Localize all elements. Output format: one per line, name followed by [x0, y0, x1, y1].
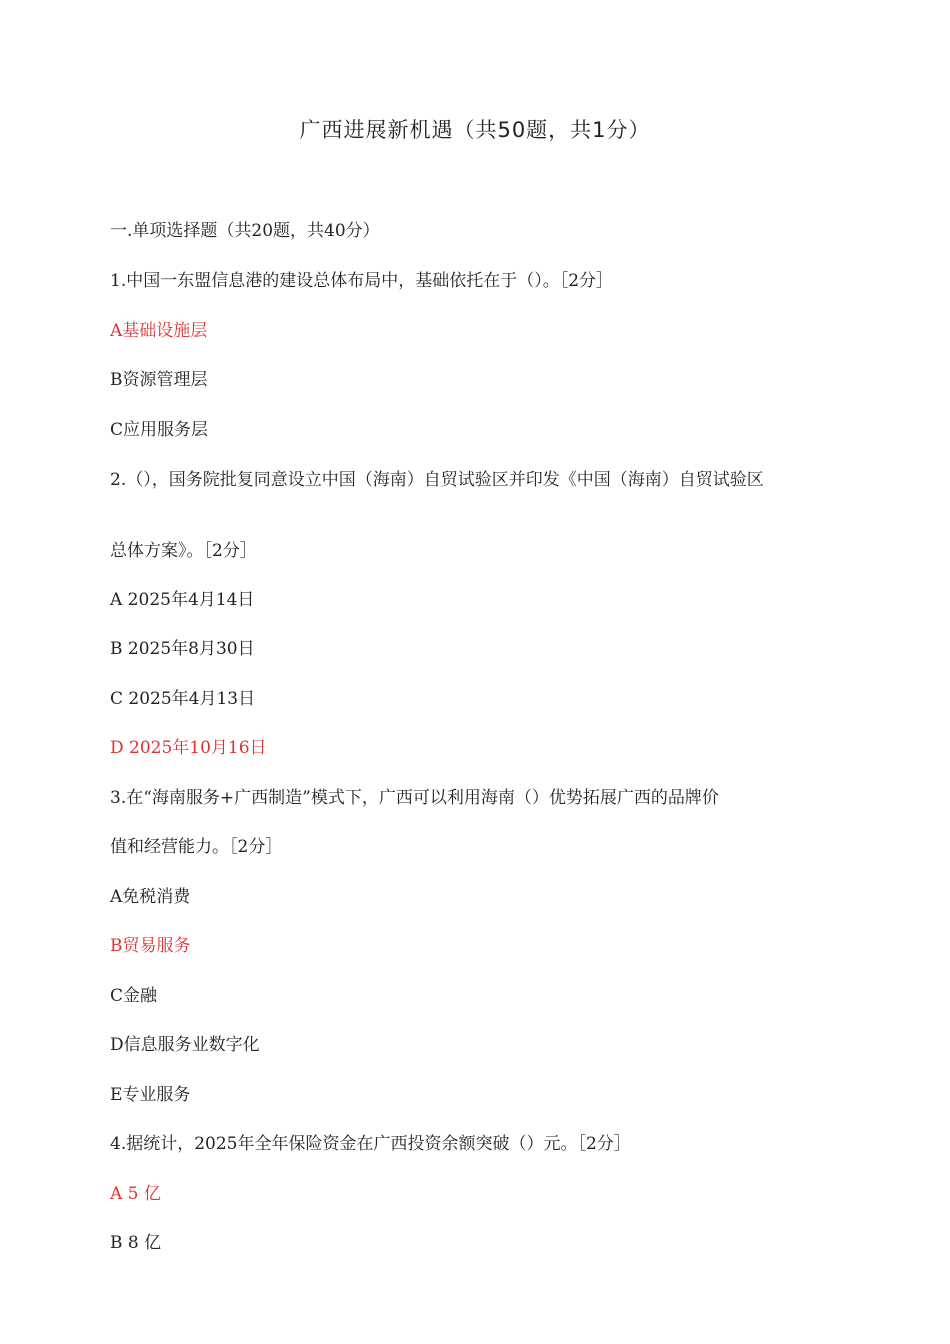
- q4-option-b: B 8 亿: [110, 1233, 162, 1253]
- q2-option-d-correct: D 2025年10月16日: [110, 738, 267, 758]
- question-3-text-line1: 3.在“海南服务+广西制造”模式下，广西可以利用海南（）优势拓展广西的品牌价: [110, 788, 719, 808]
- section-heading: 一.单项选择题（共20题，共40分）: [110, 221, 380, 241]
- q2-option-a: A 2025年4月14日: [110, 590, 255, 610]
- q2-option-c: C 2025年4月13日: [110, 689, 256, 709]
- q4-option-a-correct: A 5 亿: [110, 1184, 161, 1204]
- question-3-text-line2: 值和经营能力。［2分］: [110, 837, 283, 857]
- q2-option-b: B 2025年8月30日: [110, 639, 255, 659]
- question-2-text-line2: 总体方案》。［2分］: [110, 541, 257, 561]
- page-title: 广西进展新机遇（共50题，共1分）: [299, 118, 651, 142]
- q1-option-b: B资源管理层: [110, 370, 208, 390]
- q1-option-a-correct: A基础设施层: [110, 321, 208, 341]
- q3-option-a: A免税消费: [110, 887, 191, 907]
- q3-option-b-correct: B贸易服务: [110, 936, 191, 956]
- question-1-text: 1.中国一东盟信息港的建设总体布局中，基础依托在于（）。［2分］: [110, 271, 614, 291]
- question-4-text: 4.据统计，2025年全年保险资金在广西投资余额突破（）元。［2分］: [110, 1134, 631, 1154]
- q3-option-c: C金融: [110, 986, 158, 1006]
- q3-option-d: D信息服务业数字化: [110, 1035, 260, 1055]
- q1-option-c: C应用服务层: [110, 420, 209, 440]
- q3-option-e: E专业服务: [110, 1085, 191, 1105]
- question-2-text-line1: 2.（），国务院批复同意设立中国（海南）自贸试验区并印发《中国（海南）自贸试验区: [110, 470, 764, 490]
